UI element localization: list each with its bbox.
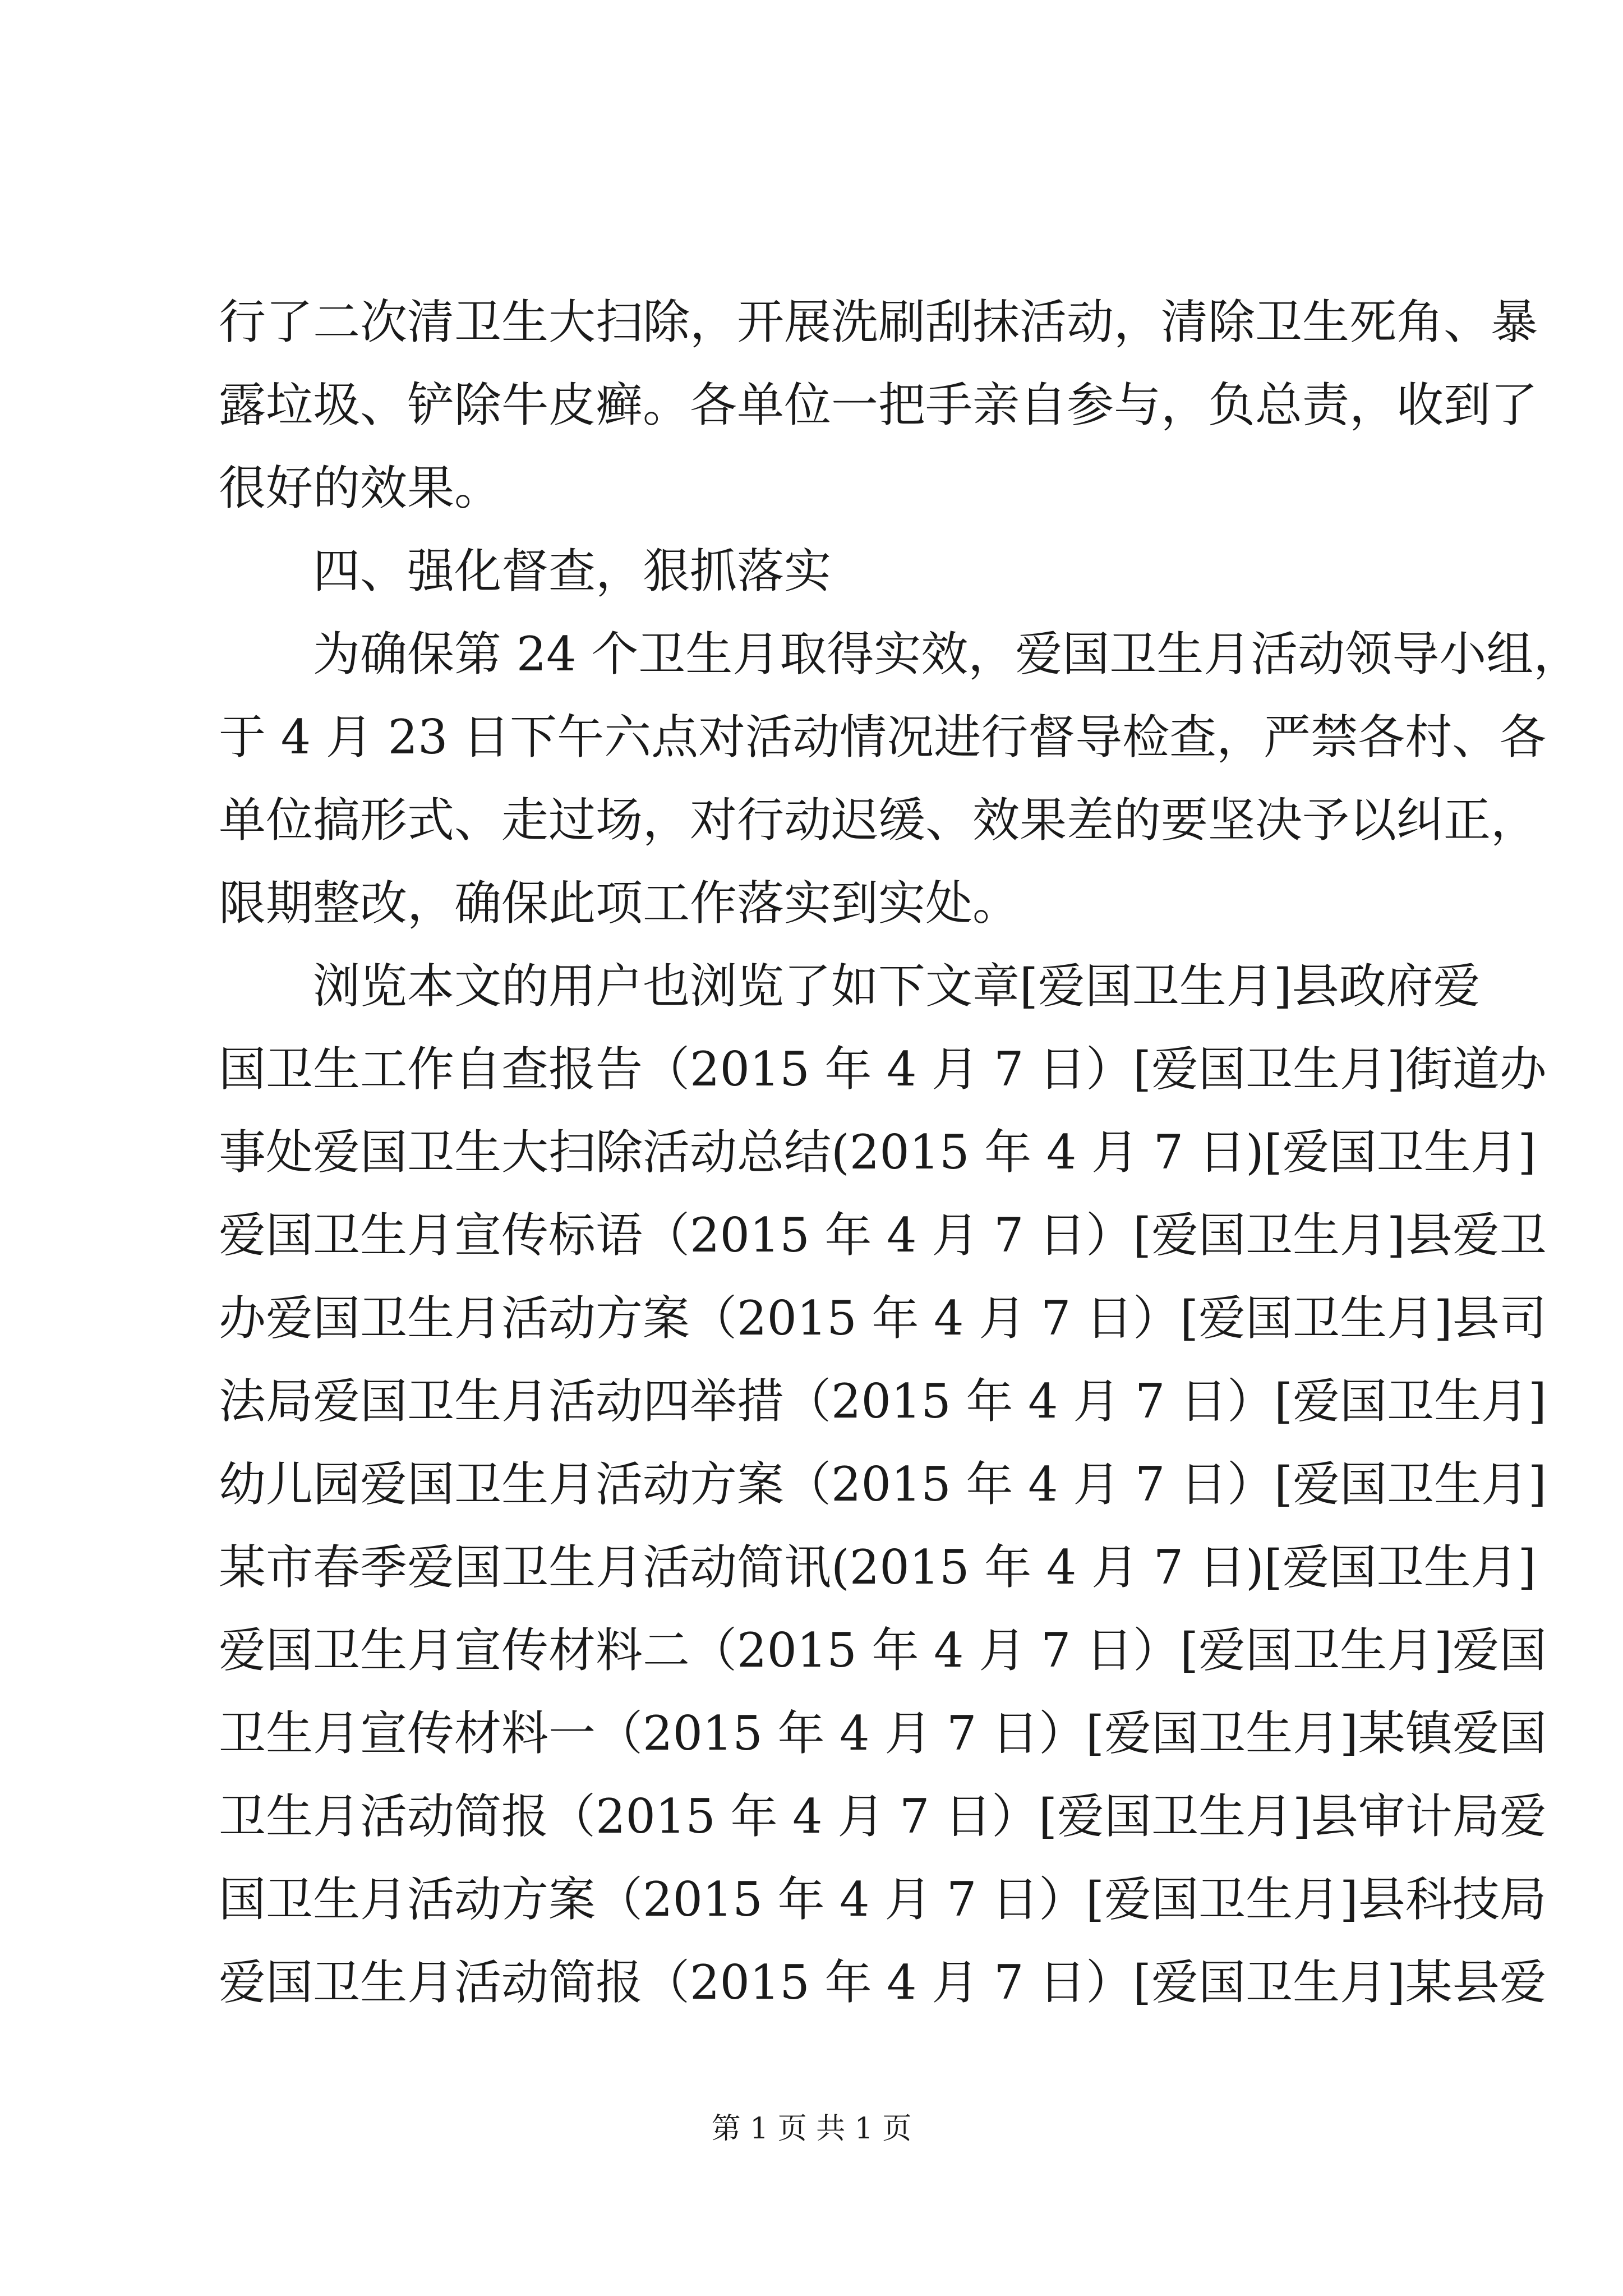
text-line: 很好的效果。 (219, 461, 502, 516)
related-articles-line: 爱国卫生月宣传材料二（2015 年 4 月 7 日）[爱国卫生月]爱国 (219, 1623, 1547, 1678)
related-articles-line: 浏览本文的用户也浏览了如下文章[爱国卫生月]县政府爱 (313, 959, 1481, 1014)
related-articles-line: 卫生月宣传材料一（2015 年 4 月 7 日）[爱国卫生月]某镇爱国 (219, 1706, 1547, 1761)
related-articles-line: 办爱国卫生月活动方案（2015 年 4 月 7 日）[爱国卫生月]县司 (219, 1291, 1547, 1346)
related-articles-line: 法局爱国卫生月活动四举措（2015 年 4 月 7 日）[爱国卫生月] (219, 1374, 1547, 1429)
text-line: 单位搞形式、走过场，对行动迟缓、效果差的要坚决予以纠正， (219, 793, 1538, 848)
document-body (219, 280, 1581, 2024)
page-footer (0, 2109, 1623, 2148)
related-articles-line: 国卫生工作自查报告（2015 年 4 月 7 日）[爱国卫生月]街道办 (219, 1042, 1547, 1097)
section-heading: 四、强化督查，狠抓落实 (313, 544, 832, 599)
text-line: 于 4 月 23 日下午六点对活动情况进行督导检查，严禁各村、各 (219, 710, 1547, 765)
related-articles-line: 爱国卫生月宣传标语（2015 年 4 月 7 日）[爱国卫生月]县爱卫 (219, 1208, 1547, 1263)
text-line: 限期整改，确保此项工作落实到实处。 (219, 876, 1020, 931)
page-number: 第 1 页 共 1 页 (711, 2112, 912, 2146)
related-articles-line: 爱国卫生月活动简报（2015 年 4 月 7 日）[爱国卫生月]某县爱 (219, 1955, 1547, 2010)
text-line: 露垃圾、铲除牛皮癣。各单位一把手亲自参与，负总责，收到了 (219, 378, 1538, 432)
text-line: 为确保第 24 个卫生月取得实效，爱国卫生月活动领导小组， (313, 627, 1581, 682)
related-articles-line: 卫生月活动简报（2015 年 4 月 7 日）[爱国卫生月]县审计局爱 (219, 1789, 1547, 1844)
related-articles-line: 事处爱国卫生大扫除活动总结(2015 年 4 月 7 日)[爱国卫生月] (219, 1125, 1537, 1180)
related-articles-line: 国卫生月活动方案（2015 年 4 月 7 日）[爱国卫生月]县科技局 (219, 1872, 1547, 1927)
related-articles-line: 幼儿园爱国卫生月活动方案（2015 年 4 月 7 日）[爱国卫生月] (219, 1457, 1547, 1512)
related-articles-line: 某市春季爱国卫生月活动简讯(2015 年 4 月 7 日)[爱国卫生月] (219, 1540, 1537, 1595)
text-line: 行了二次清卫生大扫除，开展洗刷刮抹活动，清除卫生死角、暴 (219, 295, 1538, 349)
